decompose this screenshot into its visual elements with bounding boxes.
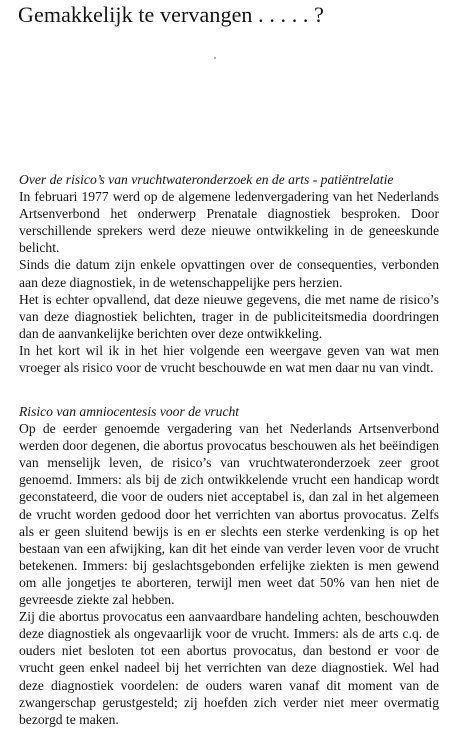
print-speck bbox=[214, 57, 216, 59]
paragraph: Sinds die datum zijn enkele opvattingen over de consequenties, verbonden aan deze diagnostiek, in de wetenschappelijke pers herzien. bbox=[19, 257, 439, 290]
paragraph: Het is echter opvallend, dat deze nieuwe gegevens, die met name de risico’s van deze diagnostiek belichten, trager in de publiciteitsmedia doordringen dan de aanvankelijke berichten over deze ontwikkeling. bbox=[19, 291, 439, 341]
section-risk-amniocentesis bbox=[19, 403, 439, 728]
section-heading: Risico van amniocentesis voor de vrucht bbox=[19, 404, 240, 419]
page-title: Gemakkelijk te vervangen . . . . . ? bbox=[18, 2, 324, 27]
section-heading: Over de risico’s van vruchtwateronderzoek en de arts - patiëntrelatie bbox=[19, 172, 394, 187]
paragraph: In het kort wil ik in het hier volgende een weergave geven van wat men vroeger als risico voor de vrucht beschouwde en wat men daar nu van vindt. bbox=[19, 342, 439, 376]
section-risks-and-doctor-patient-relation bbox=[19, 171, 439, 376]
paragraph: Zij die abortus provocatus een aanvaardbare handeling achten, beschouwden deze diagnostiek als ongevaarlijk voor de vrucht. Immers: als de arts c.q. de ouders niet besloten tot een abortus provocatus, dan bestond er voor de vrucht geen enkel nadeel bij het verrichten van deze diagnostiek. Wel had deze diagnostiek voordelen: de ouders waren vanaf dit moment van de zwangerschap gerustgesteld; zij hoefden zich verder niet meer overmatig bezorgd te maken. bbox=[19, 609, 439, 727]
paragraph: Op de eerder genoemde vergadering van het Nederlands Artsenverbond werden door degenen, die abortus provocatus beschouwen als het beëindigen van menselijk leven, de risico’s van vruchtwateronderzoek zeer groot genoemd. Immers: als bij de zich ontwikkelende vrucht een handicap wordt geconstateerd, die voor de ouders niet acceptabel is, dan zal in het algemeen de vrucht worden gedood door het verrichten van abortus provocatus. Zelfs als er geen sluitend bewijs is en er slechts een sterke verdenking is op het bestaan van een afwijking, kan dit het einde van verder leven voor de vrucht betekenen. Immers: bij geslachtsgebonden erfelijke ziekten is men gewend om alle jongetjes te aborteren, terwijl men weet dat 50% van hen niet de gevreesde ziekte zal hebben. bbox=[19, 421, 439, 608]
paragraph: In februari 1977 werd op de algemene ledenvergadering van het Nederlands Artsenverbond het onderwerp Prenatale diagnostiek besproken. Door verschillende sprekers werd deze nieuwe ontwikkeling in de geneeskunde belicht. bbox=[19, 189, 439, 256]
